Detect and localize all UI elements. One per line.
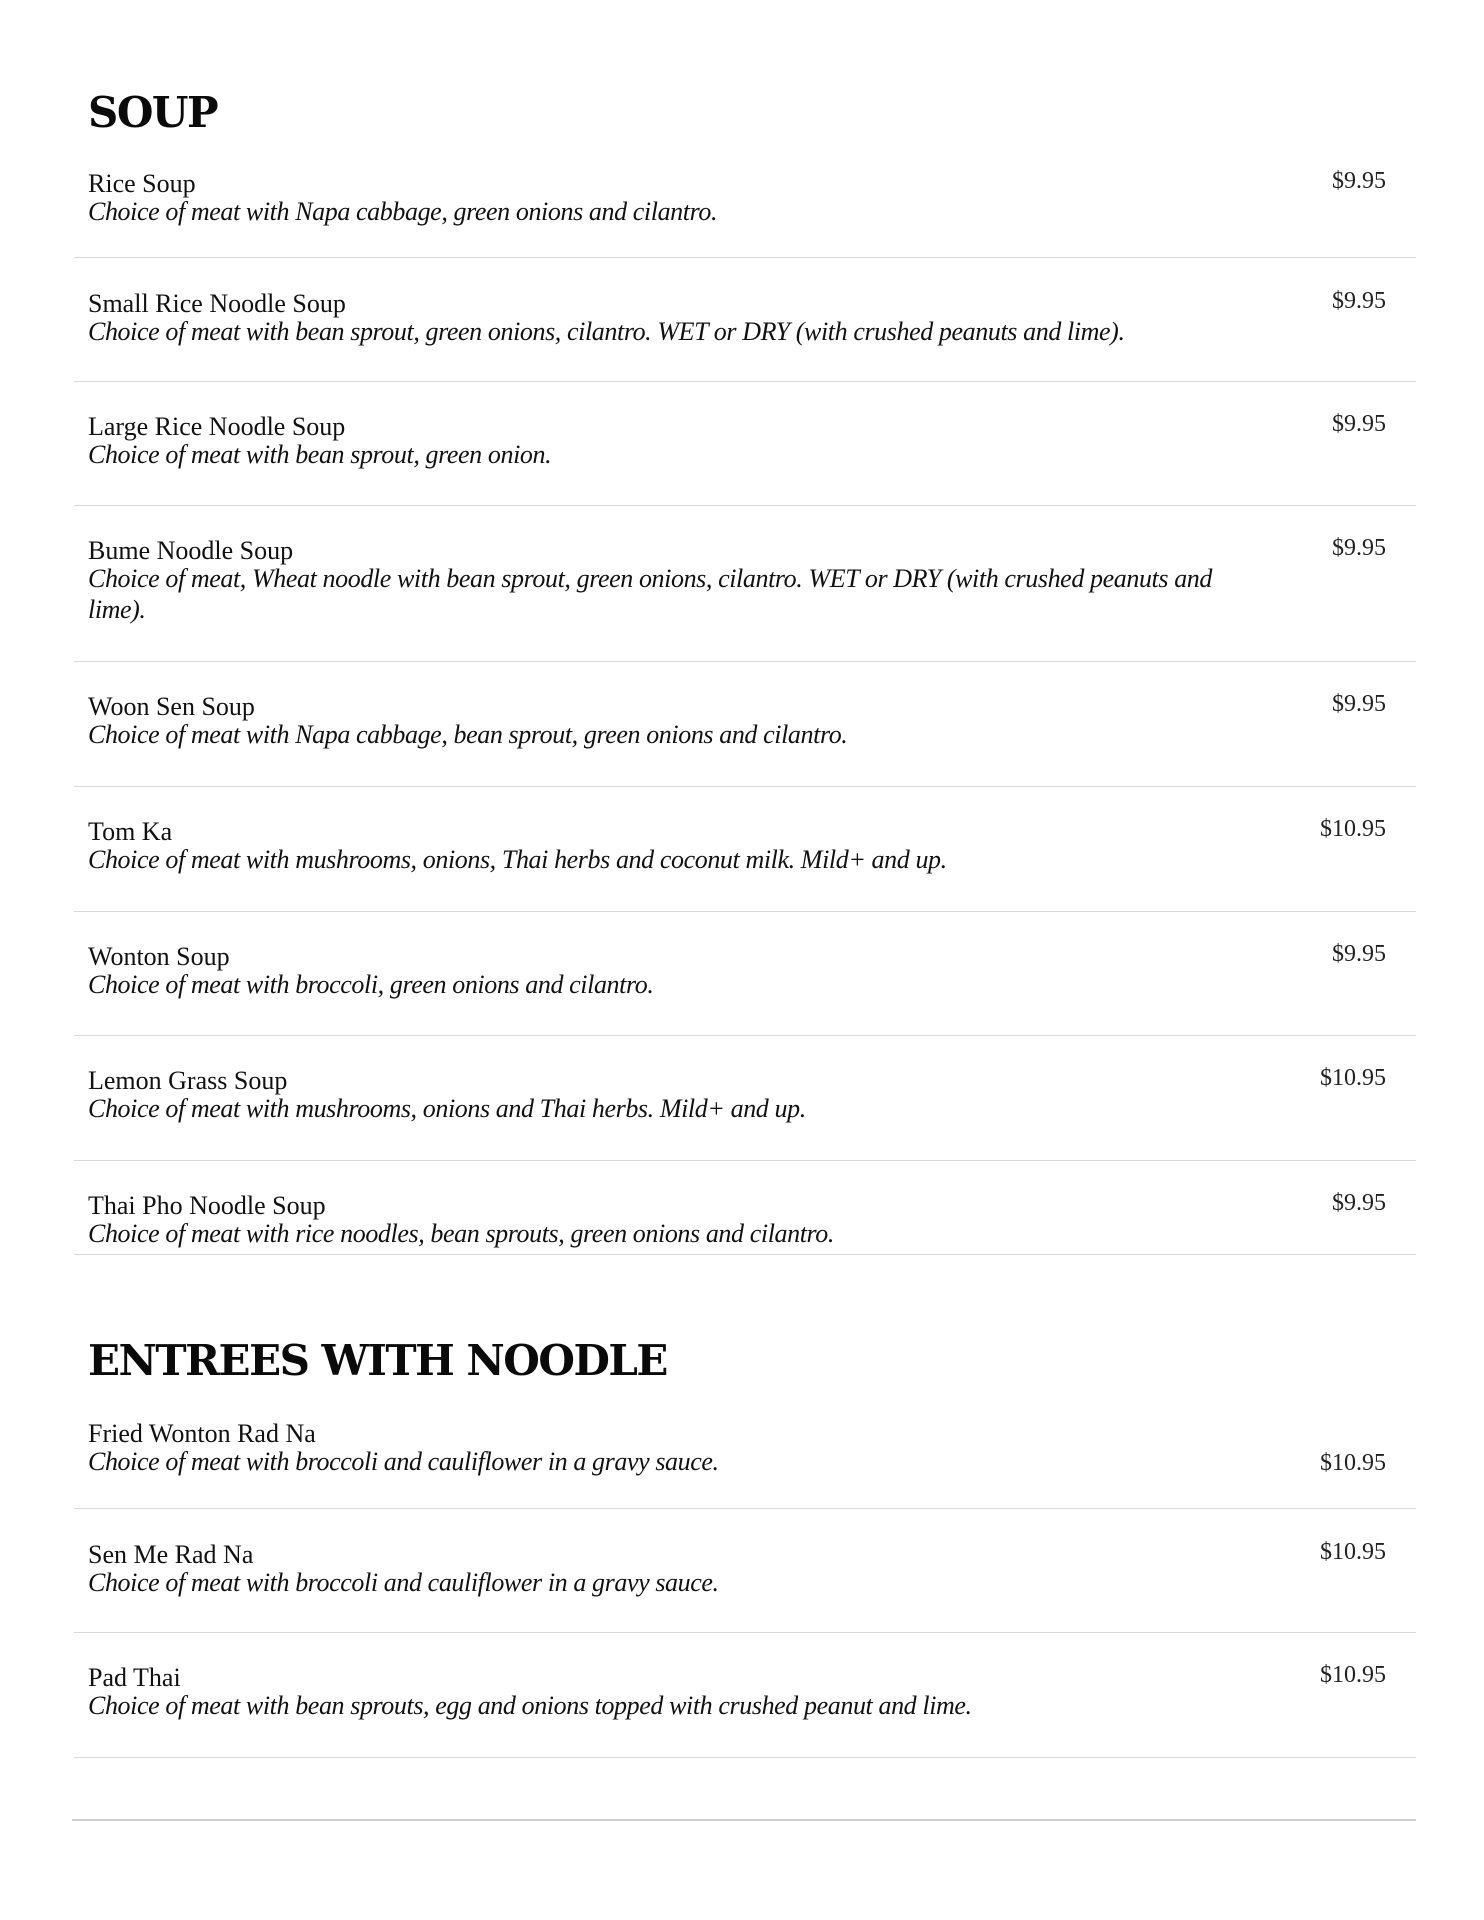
menu-item	[74, 382, 1416, 506]
item-price: $9.95	[1332, 168, 1386, 194]
item-name: Wonton Soup	[88, 942, 230, 971]
item-price: $9.95	[1332, 535, 1386, 561]
item-name: Fried Wonton Rad Na	[88, 1419, 316, 1448]
item-name: Large Rice Noodle Soup	[88, 412, 346, 441]
menu-item	[74, 912, 1416, 1036]
item-price: $10.95	[1320, 1450, 1386, 1476]
item-price: $9.95	[1332, 411, 1386, 437]
menu-item	[74, 1410, 1416, 1509]
menu-item	[74, 1161, 1416, 1255]
item-name: Woon Sen Soup	[88, 692, 255, 721]
menu-item	[74, 1036, 1416, 1161]
item-name: Thai Pho Noodle Soup	[88, 1191, 326, 1220]
menu-item	[74, 787, 1416, 912]
item-name: Tom Ka	[88, 817, 173, 846]
menu-item	[74, 662, 1416, 787]
item-description: Choice of meat with rice noodles, bean sprouts, green onions and cilantro.	[88, 1219, 834, 1248]
item-description: Choice of meat with broccoli and cauliflower in a gravy sauce.	[88, 1568, 719, 1597]
menu-item	[74, 1633, 1416, 1758]
item-description: Choice of meat, Wheat noodle with bean sprout, green onions, cilantro. WET or DRY (with crushed peanuts and lime).	[88, 564, 1213, 624]
page-end-divider	[72, 1819, 1416, 1821]
section-title-entrees-with-noodle: ENTREES WITH NOODLE	[88, 1336, 667, 1385]
item-price: $10.95	[1320, 816, 1386, 842]
item-price: $9.95	[1332, 941, 1386, 967]
item-price: $9.95	[1332, 288, 1386, 314]
item-description: Choice of meat with Napa cabbage, bean sprout, green onions and cilantro.	[88, 720, 848, 749]
item-description: Choice of meat with bean sprout, green onions, cilantro. WET or DRY (with crushed peanuts and lime).	[88, 317, 1125, 346]
item-price: $10.95	[1320, 1662, 1386, 1688]
menu-item	[74, 1509, 1416, 1633]
item-price: $10.95	[1320, 1065, 1386, 1091]
item-description: Choice of meat with Napa cabbage, green onions and cilantro.	[88, 197, 718, 226]
menu-item	[74, 160, 1416, 258]
item-description: Choice of meat with broccoli and cauliflower in a gravy sauce.	[88, 1447, 719, 1476]
item-name: Small Rice Noodle Soup	[88, 289, 346, 318]
item-name: Pad Thai	[88, 1663, 181, 1692]
item-price: $9.95	[1332, 1190, 1386, 1216]
item-price: $10.95	[1320, 1539, 1386, 1565]
item-description: Choice of meat with bean sprouts, egg and onions topped with crushed peanut and lime.	[88, 1691, 972, 1720]
item-name: Lemon Grass Soup	[88, 1066, 288, 1095]
item-name: Bume Noodle Soup	[88, 536, 294, 565]
menu-item	[74, 258, 1416, 382]
item-name: Rice Soup	[88, 169, 196, 198]
item-description: Choice of meat with bean sprout, green onion.	[88, 440, 552, 469]
item-price: $9.95	[1332, 691, 1386, 717]
section-title-soup: SOUP	[88, 88, 218, 137]
menu-item	[74, 506, 1416, 662]
item-description: Choice of meat with mushrooms, onions and Thai herbs. Mild+ and up.	[88, 1094, 806, 1123]
item-name: Sen Me Rad Na	[88, 1540, 254, 1569]
item-description: Choice of meat with mushrooms, onions, Thai herbs and coconut milk. Mild+ and up.	[88, 845, 947, 874]
item-description: Choice of meat with broccoli, green onions and cilantro.	[88, 970, 654, 999]
